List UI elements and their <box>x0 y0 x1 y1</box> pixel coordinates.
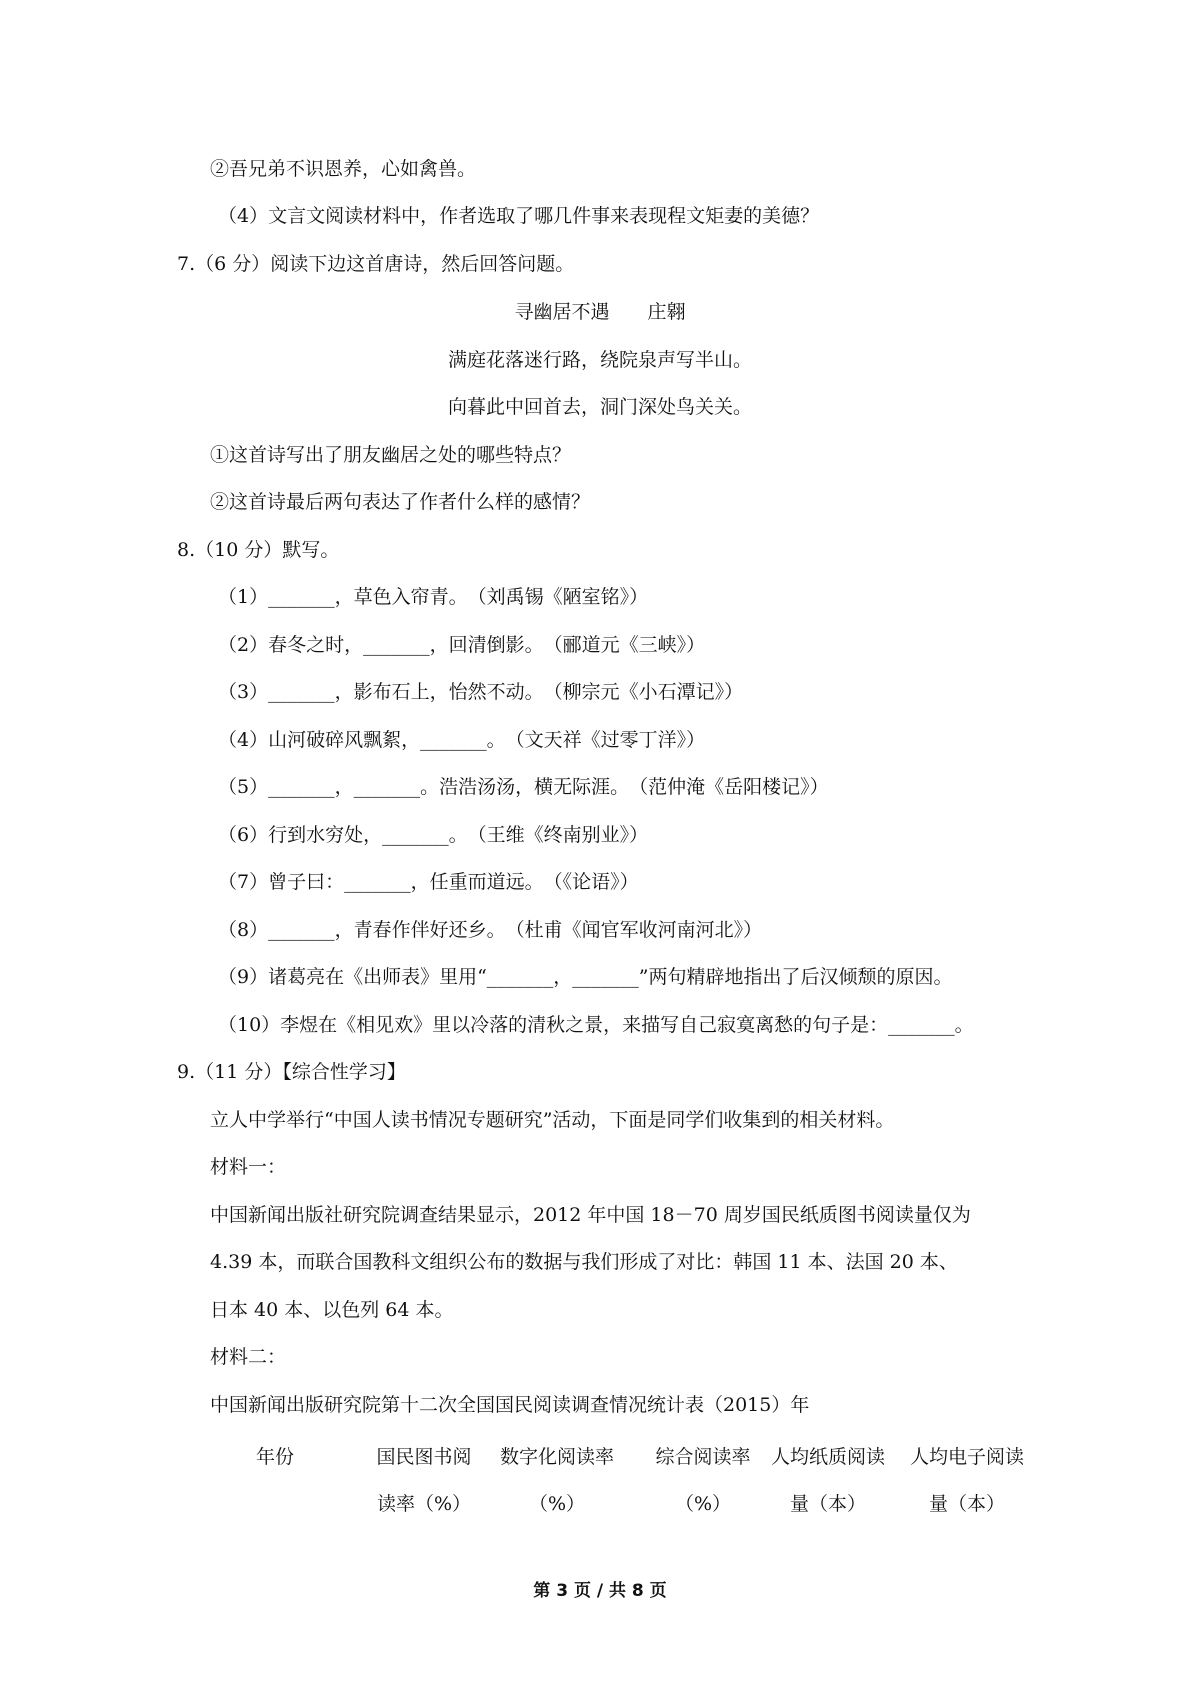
q9-heading: 9.（11 分）【综合性学习】 <box>177 1061 406 1083</box>
q8-item-4: （4）山河破碎风飘絮，_______。 （文天祥《过零丁洋》） <box>218 729 706 751</box>
poem-line-2: 向暮此中回首去，洞门深处鸟关关。 <box>447 396 752 418</box>
material-1-label: 材料一： <box>210 1156 287 1178</box>
q7-heading: 7.（6 分）阅读下边这首唐诗，然后回答问题。 <box>177 253 575 275</box>
q6-line-2: ②吾兄弟不识恩养，心如禽兽。 <box>210 158 477 180</box>
q9-intro: 立人中学举行“中国人读书情况专题研究”活动，下面是同学们收集到的相关材料。 <box>210 1109 895 1131</box>
table-caption: 中国新闻出版研究院第十二次全国国民阅读调查情况统计表（2015）年 <box>210 1394 810 1416</box>
table-header-book-rate-unit: 读率（%） <box>376 1493 472 1515</box>
q8-item-8: （8）_______，青春作伴好还乡。 （杜甫《闻官军收河南河北》） <box>218 919 763 941</box>
material-2-label: 材料二： <box>210 1346 287 1368</box>
table-header-paper-per-capita-unit: 量（本） <box>789 1493 866 1515</box>
q8-item-3: （3）_______，影布石上，怡然不动。 （柳宗元《小石潭记》） <box>218 681 744 703</box>
table-header-digital-rate-unit: （%） <box>528 1493 586 1515</box>
poem-title: 寻幽居不遇 庄翱 <box>514 301 686 323</box>
material-1-line-3: 日本 40 本、以色列 64 本。 <box>210 1299 454 1321</box>
q8-item-10: （10）李煜在《相见欢》里以冷落的清秋之景，来描写自己寂寞离愁的句子是：_______。 <box>218 1014 974 1036</box>
q8-heading: 8.（10 分）默写。 <box>177 539 340 561</box>
table-header-year: 年份 <box>255 1446 294 1468</box>
q8-item-5: （5）_______，_______。浩浩汤汤，横无际涯。 （范仲淹《岳阳楼记》） <box>218 776 829 798</box>
table-header-overall-rate-unit: （%） <box>674 1493 732 1515</box>
q7-question-1: ①这首诗写出了朋友幽居之处的哪些特点？ <box>210 444 572 466</box>
q6-sub-4: （4）文言文阅读材料中，作者选取了哪几件事来表现程文矩妻的美德？ <box>218 205 820 227</box>
q7-question-2: ②这首诗最后两句表达了作者什么样的感情？ <box>210 491 591 513</box>
table-header-book-rate: 国民图书阅 <box>376 1446 472 1468</box>
q8-item-6: （6）行到水穷处，_______。 （王维《终南别业》） <box>218 824 649 846</box>
material-1-line-2: 4.39 本，而联合国教科文组织公布的数据与我们形成了对比：韩国 11 本、法国 20 本、 <box>210 1251 958 1273</box>
q8-item-9: （9）诸葛亮在《出师表》里用“_______，_______”两句精辟地指出了后汉倾颓的原因。 <box>218 966 953 988</box>
table-header-ebook-per-capita: 人均电子阅读 <box>909 1446 1024 1468</box>
q8-item-1: （1）_______，草色入帘青。 （刘禹锡《陋室铭》） <box>218 586 649 608</box>
page-footer: 第 3 页 / 共 8 页 <box>533 1581 667 1601</box>
material-1-line-1: 中国新闻出版社研究院调查结果显示，2012 年中国 18－70 周岁国民纸质图书阅读量仅为 <box>210 1204 971 1226</box>
q8-item-2: （2）春冬之时，_______，回清倒影。 （郦道元《三峡》） <box>218 634 706 656</box>
q8-item-7: （7）曾子曰：_______，任重而道远。 （《论语》） <box>218 871 639 893</box>
poem-line-1: 满庭花落迷行路，绕院泉声写半山。 <box>447 349 752 371</box>
table-header-paper-per-capita: 人均纸质阅读 <box>770 1446 885 1468</box>
table-header-overall-rate: 综合阅读率 <box>655 1446 751 1468</box>
table-header-ebook-per-capita-unit: 量（本） <box>928 1493 1005 1515</box>
table-header-digital-rate: 数字化阅读率 <box>499 1446 614 1468</box>
